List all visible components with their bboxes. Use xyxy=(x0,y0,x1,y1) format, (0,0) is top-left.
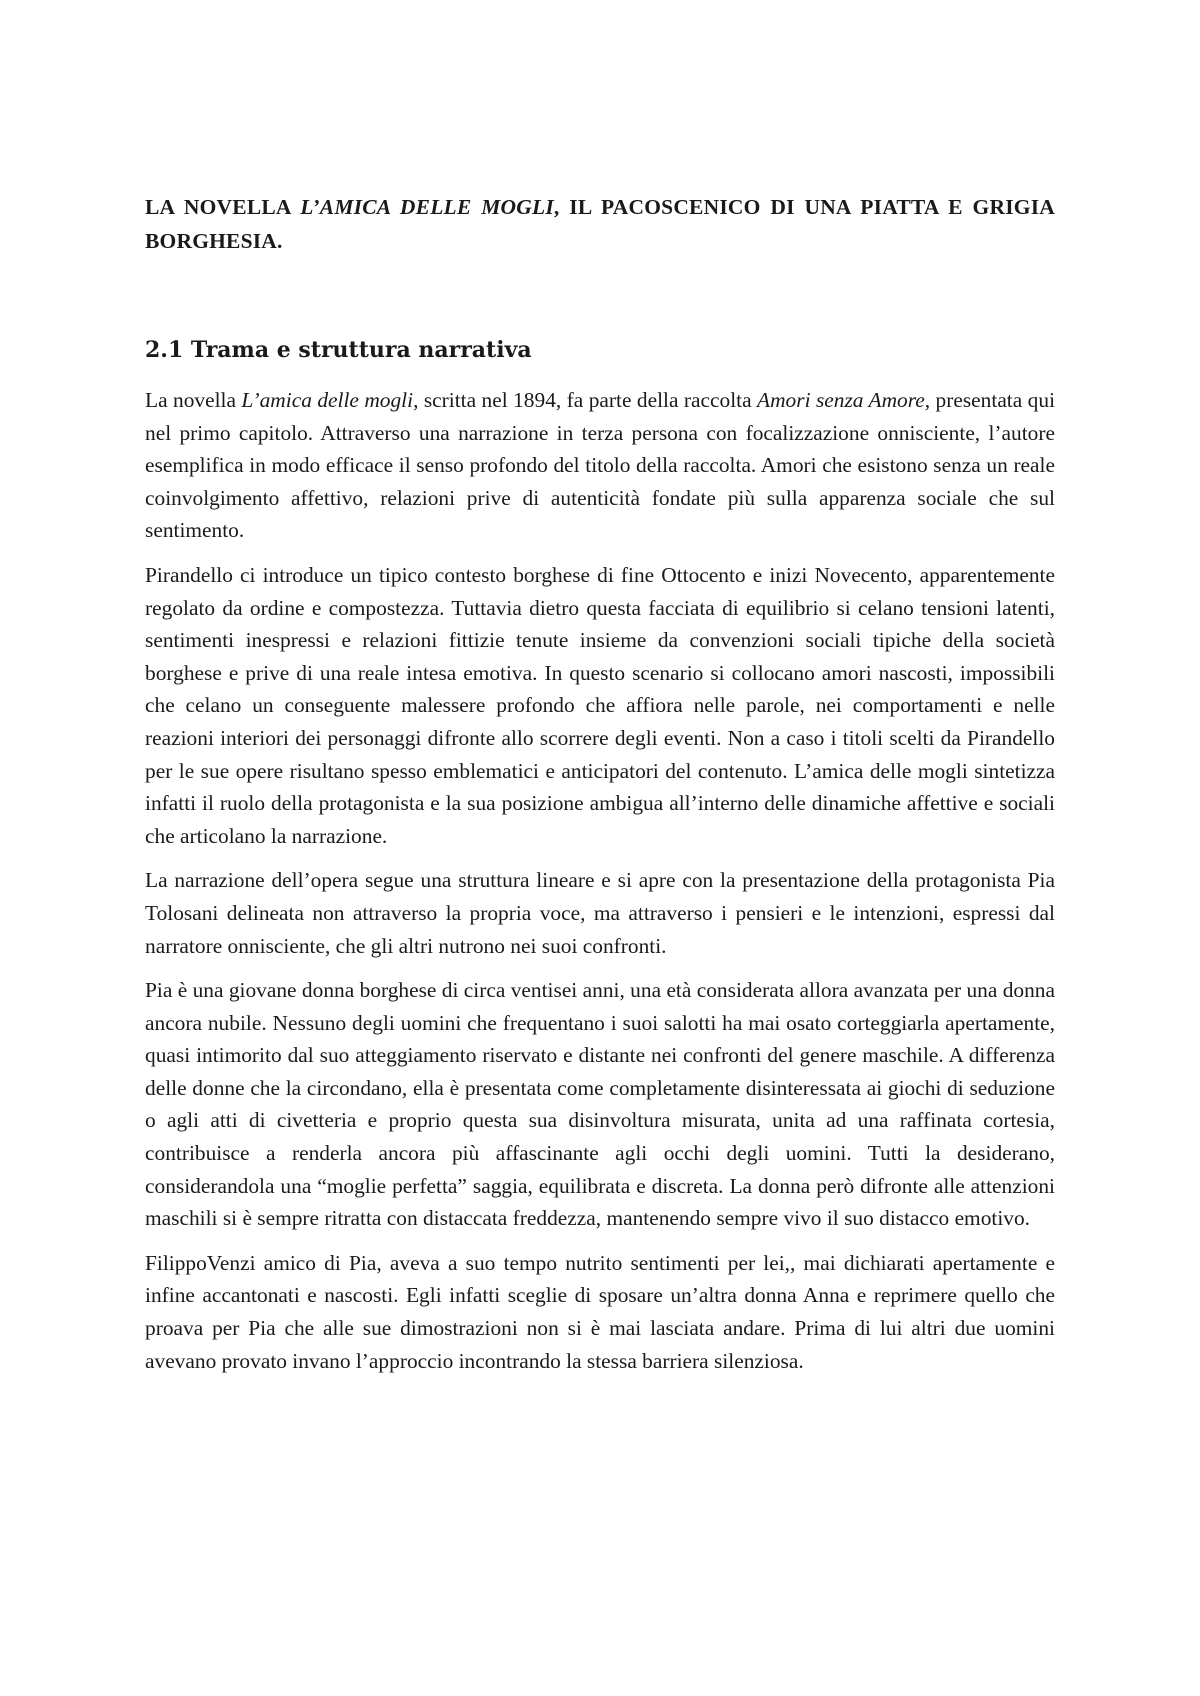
section-heading: 2.1 Trama e struttura narrativa xyxy=(145,337,532,363)
paragraph-1 xyxy=(145,384,1055,547)
page-content xyxy=(145,190,1055,1377)
paragraph-1-part1: La novella xyxy=(145,388,242,412)
paragraph-1-part2: , scritta nel 1894, fa parte della raccolta xyxy=(413,388,758,412)
paragraph-1-italic-collection: Amori senza Amore xyxy=(757,388,925,412)
paragraph-5: FilippoVenzi amico di Pia, aveva a suo tempo nutrito sentimenti per lei,, mai dichiarati apertamente e infine accantonati e nascosti. Egli infatti sceglie di sposare un’altra donna Anna e reprimere quello che proava per Pia che alle sue dimostrazioni non si è mai lasciata andare. Prima di lui altri due uomini avevano provato invano l’approccio incontrando la stessa barriera silenziosa. xyxy=(145,1250,1055,1373)
title-prefix: LA NOVELLA xyxy=(145,195,301,219)
title-italic-work: L’AMICA DELLE MOGLI xyxy=(300,195,554,219)
paragraph-3: La narrazione dell’opera segue una struttura lineare e si apre con la presentazione della protagonista Pia Tolosani delineata non attraverso la propria voce, ma attraverso i pensieri e le intenzioni, espressi dal narratore onnisciente, che gli altri nutrono nei suoi confronti. xyxy=(145,868,1055,958)
document-title xyxy=(145,190,1055,258)
paragraph-1-part3: , presentata qui nel primo capitolo. Attraverso una narrazione in terza persona con focalizzazione onnisciente, l’autore esemplifica in modo efficace il senso profondo del titolo della raccolta. Amori che esistono senza un reale coinvolgimento affettivo, relazioni prive di autenticità fondate più sulla apparenza sociale che sul sentimento. xyxy=(145,388,1056,543)
title-suffix: , IL PACOSCENICO DI UNA PIATTA E GRIGIA BORGHESIA. xyxy=(145,195,1055,253)
paragraph-1-italic-title: L’amica delle mogli xyxy=(241,388,414,412)
paragraph-4: Pia è una giovane donna borghese di circa ventisei anni, una età considerata allora avanzata per una donna ancora nubile. Nessuno degli uomini che frequentano i suoi salotti ha mai osato corteggiarla apertamente, quasi intimorito dal suo atteggiamento riservato e distante nei confronti del genere maschile. A differenza delle donne che la circondano, ella è presentata come completamente disinteressata ai giochi di seduzione o agli atti di civetteria e proprio questa sua disinvoltura misurata, unita ad una raffinata cortesia, contribuisce a renderla ancora più affascinante agli occhi degli uomini. Tutti la desiderano, considerandola una “moglie perfetta” saggia, equilibrata e discreta. La donna però difronte alle attenzioni maschili si è sempre ritratta con distaccata freddezza, mantenendo sempre vivo il suo distacco emotivo. xyxy=(145,978,1055,1231)
paragraph-2: Pirandello ci introduce un tipico contesto borghese di fine Ottocento e inizi Novecento, apparentemente regolato da ordine e compostezza. Tuttavia dietro questa facciata di equilibrio si celano tensioni latenti, sentimenti inespressi e relazioni fittizie tenute insieme da convenzioni sociali tipiche della società borghese e prive di una reale intesa emotiva. In questo scenario si collocano amori nascosti, impossibili che celano un conseguente malessere profondo che affiora nelle parole, nei comportamenti e nelle reazioni interiori dei personaggi difronte allo scorrere degli eventi. Non a caso i titoli scelti da Pirandello per le sue opere risultano spesso emblematici e anticipatori del contenuto. L’amica delle mogli sintetizza infatti il ruolo della protagonista e la sua posizione ambigua all’interno delle dinamiche affettive e sociali che articolano la narrazione. xyxy=(145,562,1055,848)
